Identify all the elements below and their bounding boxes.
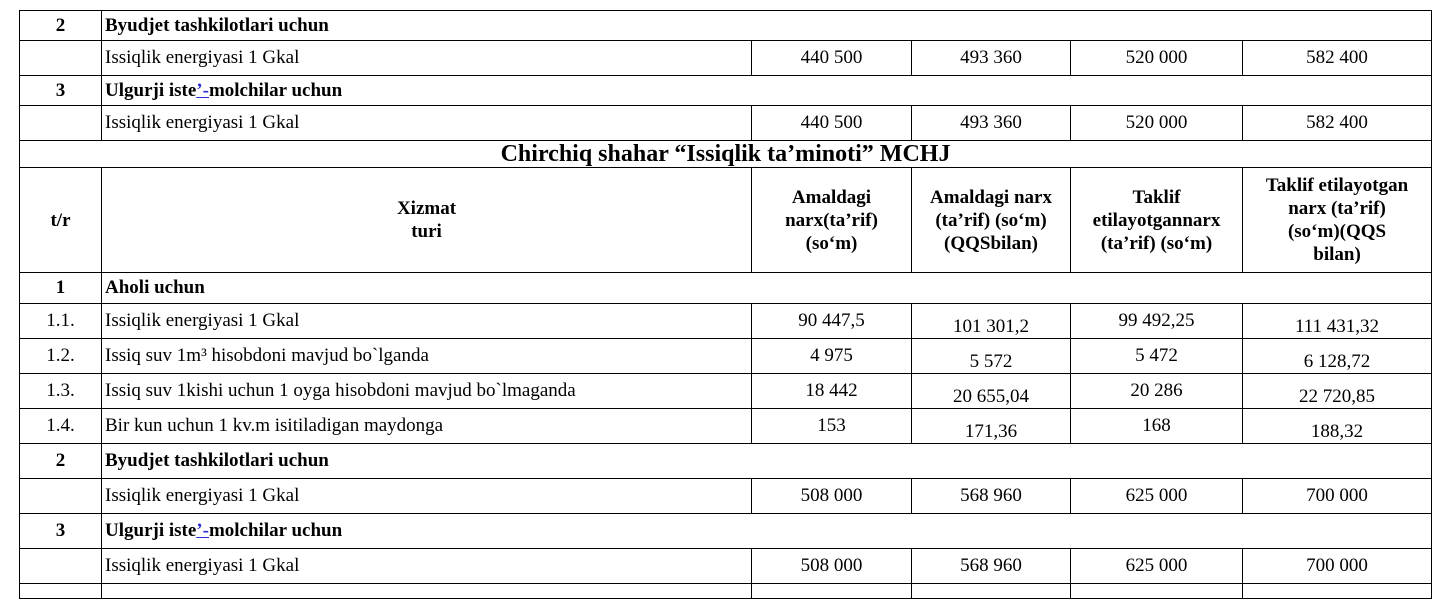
proposed-price: 168 <box>1071 409 1243 444</box>
proposed-price: 625 000 <box>1071 549 1243 584</box>
header-line: Amaldagi <box>791 186 872 208</box>
service-name: Issiq suv 1m³ hisobdoni mavjud bo`lganda <box>102 339 752 374</box>
proposed-price-vat: 22 720,85 <box>1243 374 1432 409</box>
service-name: Issiqlik energiyasi 1 Gkal <box>102 549 752 584</box>
table-row <box>20 106 1432 141</box>
service-name: Issiqlik energiyasi 1 Gkal <box>102 106 752 141</box>
header-line: (ta’rif) (so‘m) <box>1100 232 1213 254</box>
header-tr: t/r <box>20 168 102 273</box>
section-row-budget <box>20 444 1432 479</box>
section-row-wholesale <box>20 514 1432 549</box>
row-number: 1 <box>20 273 102 304</box>
proposed-price: 5 472 <box>1071 339 1243 374</box>
row-number <box>20 479 102 514</box>
table-row <box>20 339 1432 374</box>
proposed-price: 20 286 <box>1071 374 1243 409</box>
table-cell <box>912 584 1071 599</box>
header-line: Xizmat <box>396 198 457 219</box>
org-title-row <box>20 141 1432 168</box>
apostrophe-link[interactable]: ’- <box>196 79 209 101</box>
row-number: 1.3. <box>20 374 102 409</box>
section-row-population <box>20 273 1432 304</box>
apostrophe-link[interactable]: ’- <box>196 520 209 541</box>
table-cell <box>102 584 752 599</box>
table-cell <box>1243 584 1432 599</box>
proposed-price: 99 492,25 <box>1071 304 1243 339</box>
org-title: Chirchiq shahar “Issiqlik ta’minoti” MCHJ <box>20 141 1432 168</box>
current-price: 508 000 <box>752 549 912 584</box>
table-row <box>20 549 1432 584</box>
row-number: 1.2. <box>20 339 102 374</box>
current-price: 90 447,5 <box>752 304 912 339</box>
table-row <box>20 41 1432 76</box>
header-service <box>102 168 752 273</box>
current-price-vat: 493 360 <box>912 41 1071 76</box>
row-number <box>20 549 102 584</box>
table-cell <box>1071 584 1243 599</box>
header-line: etilayotgannarx <box>1092 209 1221 231</box>
section-row-budget <box>20 11 1432 41</box>
table-cell <box>752 584 912 599</box>
row-number: 1.1. <box>20 304 102 339</box>
section-title: Aholi uchun <box>102 273 1432 304</box>
header-proposed-vat <box>1243 168 1432 273</box>
section-title-prefix: Ulgurji iste <box>105 79 197 101</box>
current-price: 18 442 <box>752 374 912 409</box>
header-line: (so‘m) <box>805 232 858 254</box>
table-header <box>20 168 1432 273</box>
header-line: turi <box>411 221 442 242</box>
proposed-price-vat: 6 128,72 <box>1243 339 1432 374</box>
current-price-vat: 568 960 <box>912 549 1071 584</box>
row-number: 3 <box>20 76 102 106</box>
header-line: Taklif etilayotgan <box>1265 175 1409 196</box>
header-line: bilan) <box>1313 244 1361 265</box>
proposed-price-vat: 582 400 <box>1243 41 1432 76</box>
section-title-suffix: molchilar uchun <box>208 520 343 541</box>
row-number: 2 <box>20 11 102 41</box>
current-price-vat: 171,36 <box>912 409 1071 444</box>
row-number <box>20 106 102 141</box>
current-price-vat: 20 655,04 <box>912 374 1071 409</box>
current-price-vat: 493 360 <box>912 106 1071 141</box>
current-price-vat: 101 301,2 <box>912 304 1071 339</box>
row-number: 2 <box>20 444 102 479</box>
section-title: Byudjet tashkilotlari uchun <box>102 11 1432 41</box>
header-line: narx(ta’rif) <box>785 209 878 231</box>
header-line: Taklif <box>1132 186 1181 208</box>
proposed-price-vat: 111 431,32 <box>1243 304 1432 339</box>
current-price-vat: 568 960 <box>912 479 1071 514</box>
table-cell <box>20 584 102 599</box>
row-number: 3 <box>20 514 102 549</box>
current-price-vat: 5 572 <box>912 339 1071 374</box>
header-proposed <box>1071 168 1243 273</box>
header-line: narx (ta’rif) <box>1288 198 1386 219</box>
service-name: Bir kun uchun 1 kv.m isitiladigan maydonga <box>102 409 752 444</box>
header-current-vat <box>912 168 1071 273</box>
current-price: 4 975 <box>752 339 912 374</box>
proposed-price: 520 000 <box>1071 106 1243 141</box>
table-row <box>20 374 1432 409</box>
header-line: (so‘m)(QQS <box>1287 221 1387 242</box>
section-row-wholesale <box>20 76 1432 106</box>
section-title: Byudjet tashkilotlari uchun <box>102 444 1432 479</box>
header-line: (QQSbilan) <box>944 232 1038 254</box>
header-current <box>752 168 912 273</box>
service-name: Issiqlik energiyasi 1 Gkal <box>102 479 752 514</box>
proposed-price-vat: 582 400 <box>1243 106 1432 141</box>
section-title-suffix: molchilar uchun <box>208 79 343 101</box>
section-title-prefix: Ulgurji iste <box>105 520 197 541</box>
header-line: Amaldagi narx <box>930 186 1052 208</box>
table-row-truncated <box>20 584 1432 599</box>
header-line: (ta’rif) (so‘m) <box>935 209 1047 231</box>
proposed-price-vat: 700 000 <box>1243 549 1432 584</box>
tariff-table <box>19 10 1432 599</box>
service-name: Issiqlik energiyasi 1 Gkal <box>102 41 752 76</box>
current-price: 153 <box>752 409 912 444</box>
service-name: Issiqlik energiyasi 1 Gkal <box>102 304 752 339</box>
proposed-price-vat: 188,32 <box>1243 409 1432 444</box>
current-price: 440 500 <box>752 41 912 76</box>
section-title <box>102 76 1432 106</box>
table-row <box>20 304 1432 339</box>
service-name: Issiq suv 1kishi uchun 1 oyga hisobdoni mavjud bo`lmaganda <box>102 374 752 409</box>
proposed-price: 625 000 <box>1071 479 1243 514</box>
current-price: 508 000 <box>752 479 912 514</box>
row-number <box>20 41 102 76</box>
proposed-price: 520 000 <box>1071 41 1243 76</box>
table-row <box>20 409 1432 444</box>
current-price: 440 500 <box>752 106 912 141</box>
section-title <box>102 514 1432 549</box>
table-row <box>20 479 1432 514</box>
row-number: 1.4. <box>20 409 102 444</box>
proposed-price-vat: 700 000 <box>1243 479 1432 514</box>
